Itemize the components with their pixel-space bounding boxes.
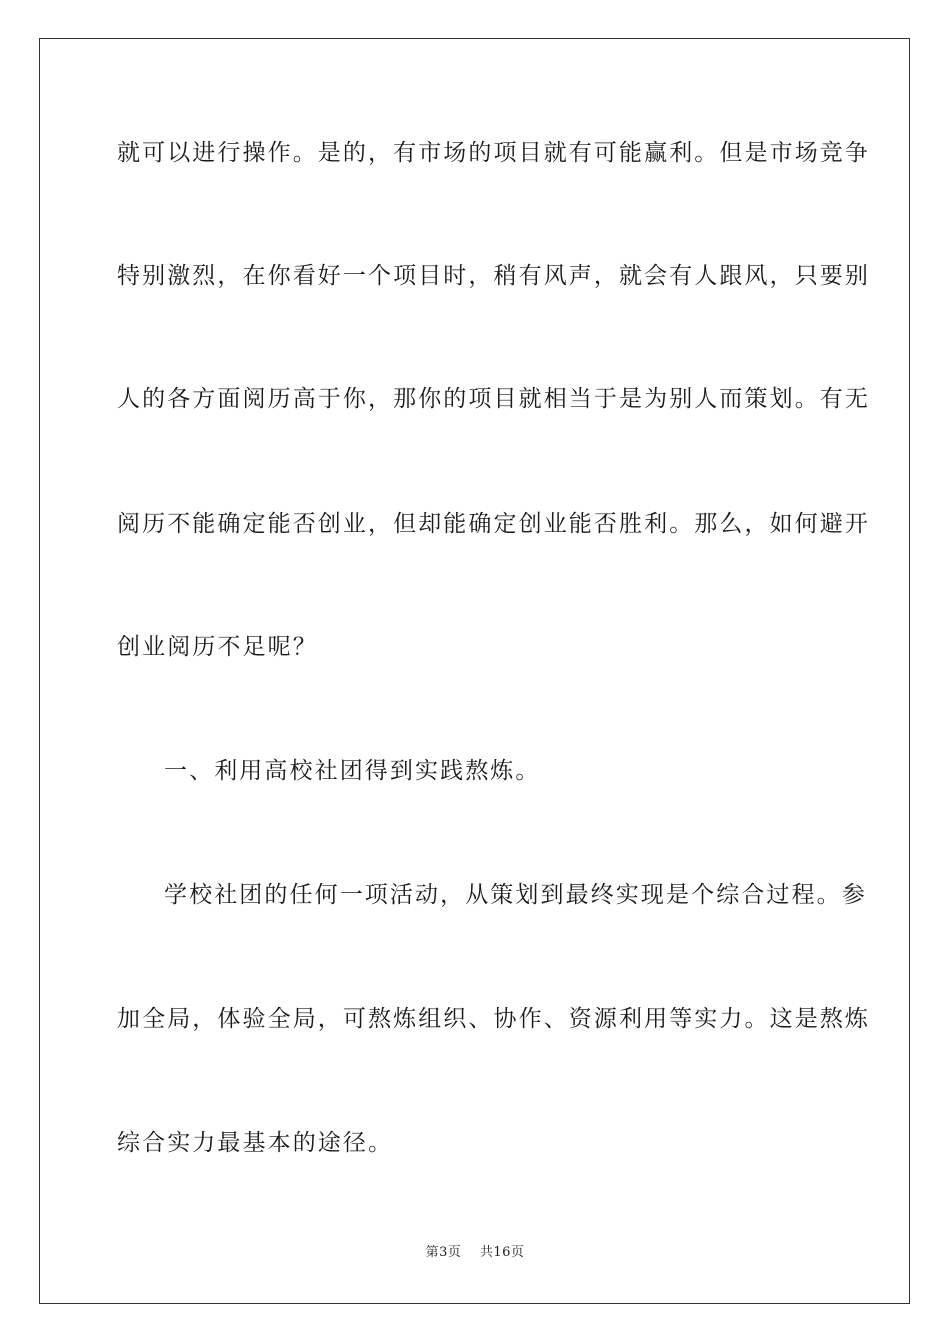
body-text-line: 创业阅历不足呢？ [117, 634, 318, 660]
body-text-line: 阅历不能确定能否创业，但却能确定创业能否胜利。那么，如何避开 [117, 511, 870, 537]
page-number: 第3页 [425, 1245, 462, 1260]
body-text-line: 特别激烈，在你看好一个项目时，稍有风声，就会有人跟风，只要别 [117, 263, 870, 289]
body-text-line: 综合实力最基本的途径。 [117, 1130, 394, 1156]
body-text-line: 学校社团的任何一项活动，从策划到最终实现是个综合过程。参 [164, 882, 867, 908]
section-heading: 一、利用高校社团得到实践熬炼。 [164, 758, 541, 784]
page-footer [0, 1244, 950, 1262]
body-text-line: 加全局，体验全局，可熬炼组织、协作、资源利用等实力。这是熬炼 [117, 1006, 870, 1032]
body-text-line: 人的各方面阅历高于你，那你的项目就相当于是为别人而策划。有无 [117, 386, 870, 412]
page-total: 共16页 [479, 1245, 525, 1260]
page-border [39, 38, 910, 1304]
body-text-line: 就可以进行操作。是的，有市场的项目就有可能赢利。但是市场竞争 [117, 140, 870, 166]
